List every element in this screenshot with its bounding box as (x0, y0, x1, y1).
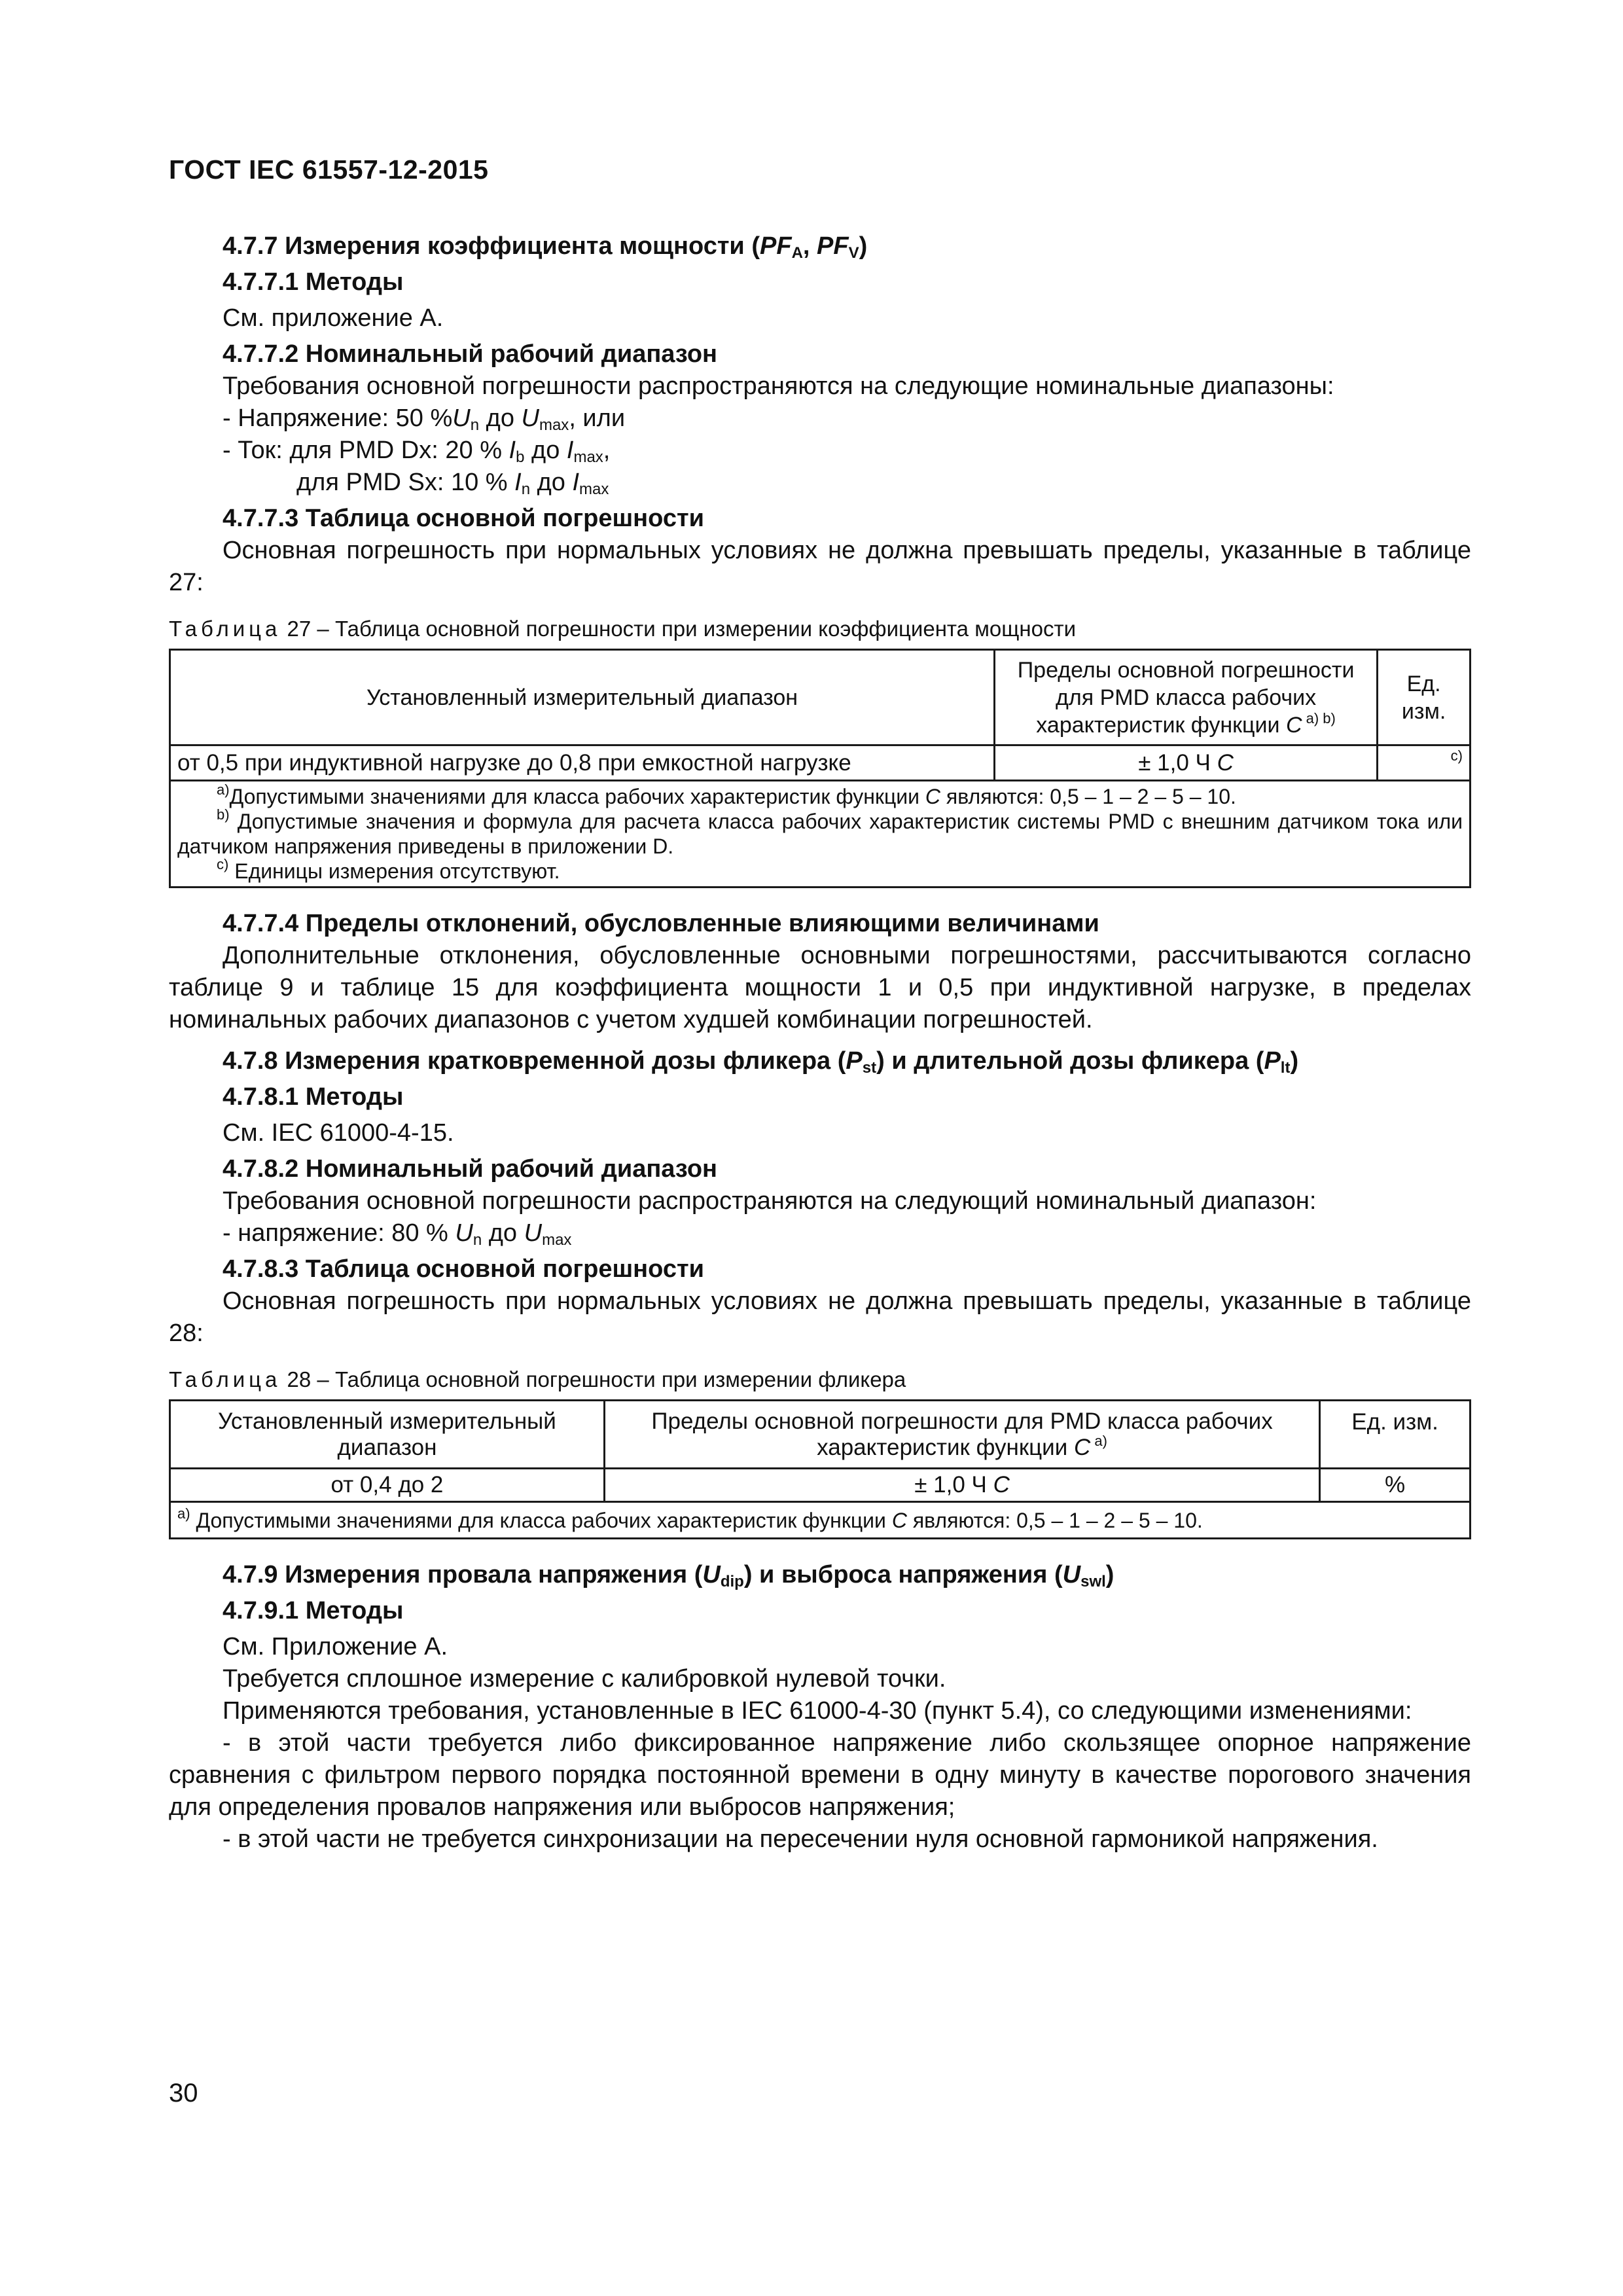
heading-4-7-7-3: 4.7.7.3 Таблица основной погрешности (223, 505, 704, 532)
table28-header-range: Установленный измерительный диапазон (170, 1401, 605, 1469)
table27-header-limits: Пределы основной погрешности для PMD класса рабочих характеристик функции C $^{a) b)}$ (994, 650, 1377, 745)
table27-header-unit: Ед. изм. (1378, 650, 1471, 745)
list-item-current-sx: для PMD Sx: 10 % $I_n$ до $I_{max}$ (296, 469, 609, 498)
heading-4-7-9-1: 4.7.9.1 Методы (223, 1597, 404, 1624)
heading-4-7-7-4: 4.7.7.4 Пределы отклонений, обусловленные влияющими величинами (223, 910, 1099, 937)
table-27 (169, 649, 1471, 888)
table27-header-range: Установленный измерительный диапазон (170, 650, 995, 745)
table28-cell-range: от 0,4 до 2 (170, 1469, 605, 1502)
table27-footnote-a: $^{a)}$Допустимыми значениями для класса рабочих характеристик функции C являются: 0,5 – 1 – 2 – 5 – 10. (217, 781, 1236, 808)
heading-4-7-7-1: 4.7.7.1 Методы (223, 268, 404, 296)
list-item-voltage: - Напряжение: 50 $\%U_n$ до $U_{max}$, или (223, 404, 626, 434)
paragraph-ranges-intro: Требования основной погрешности распространяются на следующие номинальные диапазоны: (223, 372, 1334, 400)
paragraph-range-intro: Требования основной погрешности распространяются на следующий номинальный диапазон: (223, 1187, 1317, 1215)
paragraph-continuous-measurement: Требуется сплошное измерение с калибровкой нулевой точки. (223, 1665, 946, 1693)
paragraph-see-annex: См. приложение А. (223, 304, 444, 332)
table27-cell-unit: c) (1378, 745, 1471, 781)
table27-footnote-c: $^{c)}$ Единицы измерения отсутствуют. (217, 856, 560, 883)
table27-cell-range: от 0,5 при индуктивной нагрузке до 0,8 при емкостной нагрузке (170, 745, 995, 781)
heading-4-7-8-1: 4.7.8.1 Методы (223, 1083, 404, 1111)
heading-4-7-8-3: 4.7.8.3 Таблица основной погрешности (223, 1255, 704, 1283)
paragraph-see-annex-a: См. Приложение А. (223, 1633, 448, 1660)
paragraph-table28-intro: Основная погрешность при нормальных условиях не должна превышать пределы, указанные в таблице 28: (169, 1287, 1471, 1347)
list-item-current-dx: - Ток: для PMD Dx: 20 % $I_b$ до $I_{max}$, (223, 437, 611, 466)
document-header: ГОСТ IEC 61557-12-2015 (169, 154, 489, 185)
table27-cell-limit: ± 1,0 Ч C (994, 745, 1377, 781)
paragraph-deviations: Дополнительные отклонения, обусловленные основными погрешностями, рассчитываются согласно таблице 9 и таблице 15 для коэффициента мощности 1 и 0,5 при индуктивной нагрузке, в пределах номинальных рабочих диапазонов с учетом худшей комбинации погрешностей. (169, 942, 1471, 1033)
table28-header-unit: Ед. изм. (1320, 1401, 1471, 1469)
paragraph-reference-voltage: - в этой части требуется либо фиксированное напряжение либо скользящее опорное напряжение сравнения с фильтром первого порядка постоянной времени в одну минуту в качестве порогового значения для определения провалов напряжения или выбросов напряжения; (169, 1729, 1471, 1821)
table28-footnote: $^{a)}$ Допустимыми значениями для класса рабочих характеристик функции C являются: 0,5 – 1 – 2 – 5 – 10. (170, 1502, 1471, 1539)
paragraph-see-iec: См. IEC 61000-4-15. (223, 1119, 454, 1147)
heading-4-7-9: 4.7.9 Измерения провала напряжения $(U_{dip})$ и выброса напряжения $(U_{swl})$ (223, 1561, 1115, 1590)
heading-4-7-7: 4.7.7 Измерения коэффициента мощности ($PF_A$, $PF_V$) (223, 232, 868, 262)
table28-cell-limit: ± 1,0 Ч C (604, 1469, 1319, 1502)
page-number: 30 (169, 2079, 198, 2108)
paragraph-no-sync: - в этой части не требуется синхронизации на пересечении нуля основной гармоникой напряжения. (223, 1825, 1378, 1853)
table28-header-limits: Пределы основной погрешности для PMD класса рабочих характеристик функции C $^{a)}$ (604, 1401, 1319, 1469)
table27-footnotes (170, 781, 1471, 888)
page-content (169, 230, 1471, 1856)
table27-footnote-b: $^{b)}$ Допустимые значения и формула для расчета класса рабочих характеристик системы PMD с внешним датчиком тока или датчиком напряжения приведены в приложении D. (177, 806, 1463, 858)
paragraph-table27-intro: Основная погрешность при нормальных условиях не должна превышать пределы, указанные в таблице 27: (169, 537, 1471, 596)
heading-4-7-8-2: 4.7.8.2 Номинальный рабочий диапазон (223, 1155, 717, 1183)
heading-4-7-8: 4.7.8 Измерения кратковременной дозы фликера $(P_{st})$ и длительной дозы фликера $(P_{lt})$ (223, 1047, 1299, 1077)
table28-caption: Таблица 28 – Таблица основной погрешности при измерении фликера (169, 1367, 906, 1391)
heading-4-7-7-2: 4.7.7.2 Номинальный рабочий диапазон (223, 340, 717, 368)
paragraph-requirements-apply: Применяются требования, установленные в IEC 61000-4-30 (пункт 5.4), со следующими изменениями: (223, 1697, 1412, 1725)
table27-caption: Таблица 27 – Таблица основной погрешности при измерении коэффициента мощности (169, 617, 1077, 641)
table-28 (169, 1399, 1471, 1539)
list-item-flicker-voltage: - напряжение: 80 % $U_n$ до $U_{max}$ (223, 1219, 572, 1249)
table28-cell-unit: % (1320, 1469, 1471, 1502)
